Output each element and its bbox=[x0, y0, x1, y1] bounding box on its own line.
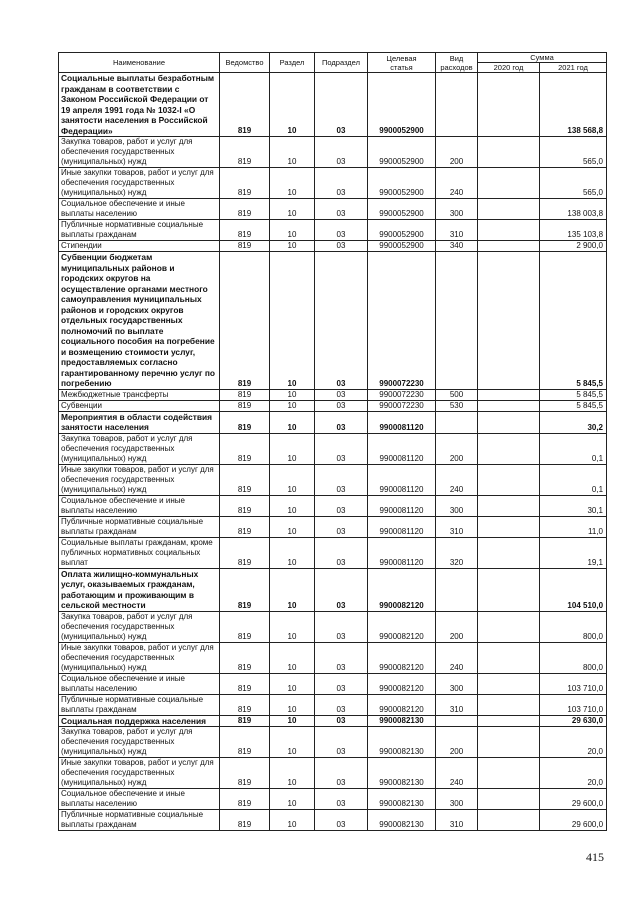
row-subsection: 03 bbox=[315, 694, 368, 715]
header-target-line2: статья bbox=[390, 62, 413, 72]
row-subsection: 03 bbox=[315, 537, 368, 568]
row-sum-2020 bbox=[478, 694, 540, 715]
row-target-article: 9900082130 bbox=[368, 810, 436, 831]
table-row bbox=[59, 168, 607, 199]
table-row bbox=[59, 673, 607, 694]
row-subsection: 03 bbox=[315, 611, 368, 642]
row-section: 10 bbox=[270, 252, 315, 390]
row-subsection: 03 bbox=[315, 400, 368, 411]
row-section: 10 bbox=[270, 758, 315, 789]
row-name: Публичные нормативные социальные выплаты гражданам bbox=[59, 516, 220, 537]
row-sum-2021: 29 600,0 bbox=[540, 810, 607, 831]
row-target-article: 9900052900 bbox=[368, 220, 436, 241]
header-subsection: Подраздел bbox=[315, 53, 368, 73]
row-expense-type bbox=[436, 568, 478, 611]
row-subsection: 03 bbox=[315, 220, 368, 241]
row-sum-2020 bbox=[478, 464, 540, 495]
row-sum-2021: 20,0 bbox=[540, 758, 607, 789]
row-department: 819 bbox=[220, 611, 270, 642]
row-department: 819 bbox=[220, 400, 270, 411]
row-target-article: 9900082120 bbox=[368, 568, 436, 611]
row-sum-2021: 0,1 bbox=[540, 464, 607, 495]
row-sum-2021: 2 900,0 bbox=[540, 241, 607, 252]
row-sum-2021: 103 710,0 bbox=[540, 673, 607, 694]
row-subsection: 03 bbox=[315, 715, 368, 727]
row-name: Мероприятия в области содействия занятости населения bbox=[59, 411, 220, 433]
row-expense-type: 500 bbox=[436, 389, 478, 400]
row-name: Закупка товаров, работ и услуг для обеспечения государственных (муниципальных) нужд bbox=[59, 727, 220, 758]
row-name: Оплата жилищно-коммунальных услуг, оказываемых гражданам, работающим и проживающим в сельской местности bbox=[59, 568, 220, 611]
row-sum-2020 bbox=[478, 611, 540, 642]
row-sum-2020 bbox=[478, 789, 540, 810]
row-sum-2020 bbox=[478, 389, 540, 400]
row-section: 10 bbox=[270, 537, 315, 568]
row-sum-2020 bbox=[478, 758, 540, 789]
row-sum-2021: 138 003,8 bbox=[540, 199, 607, 220]
row-expense-type: 300 bbox=[436, 789, 478, 810]
row-name: Субвенции бюджетам муниципальных районов и городских округов на осуществление органами местного самоуправления муниципальных районов и городских округов отдельных государственных полномочий по выплате социального пособия на погребение и возмещению стоимости услуг, предоставляемых согласно гарантированному перечню услуг по погребению bbox=[59, 252, 220, 390]
header-year-2020: 2020 год bbox=[478, 63, 540, 73]
row-target-article: 9900072230 bbox=[368, 252, 436, 390]
row-target-article: 9900081120 bbox=[368, 464, 436, 495]
row-sum-2021: 19,1 bbox=[540, 537, 607, 568]
table-row bbox=[59, 516, 607, 537]
row-target-article: 9900072230 bbox=[368, 389, 436, 400]
row-sum-2020 bbox=[478, 400, 540, 411]
row-sum-2020 bbox=[478, 568, 540, 611]
row-subsection: 03 bbox=[315, 673, 368, 694]
row-subsection: 03 bbox=[315, 758, 368, 789]
row-target-article: 9900082120 bbox=[368, 694, 436, 715]
row-sum-2020 bbox=[478, 411, 540, 433]
row-department: 819 bbox=[220, 241, 270, 252]
row-section: 10 bbox=[270, 400, 315, 411]
row-department: 819 bbox=[220, 411, 270, 433]
row-expense-type: 310 bbox=[436, 694, 478, 715]
row-expense-type: 340 bbox=[436, 241, 478, 252]
table-row bbox=[59, 642, 607, 673]
row-section: 10 bbox=[270, 220, 315, 241]
row-sum-2021: 565,0 bbox=[540, 137, 607, 168]
row-subsection: 03 bbox=[315, 73, 368, 137]
row-sum-2021: 104 510,0 bbox=[540, 568, 607, 611]
row-subsection: 03 bbox=[315, 241, 368, 252]
row-sum-2021: 5 845,5 bbox=[540, 252, 607, 390]
row-subsection: 03 bbox=[315, 642, 368, 673]
table-row bbox=[59, 400, 607, 411]
row-sum-2021: 565,0 bbox=[540, 168, 607, 199]
page-number: 415 bbox=[586, 850, 604, 864]
row-expense-type: 310 bbox=[436, 220, 478, 241]
header-year-2021: 2021 год bbox=[540, 63, 607, 73]
row-sum-2021: 30,1 bbox=[540, 495, 607, 516]
header-type-line1: Вид bbox=[449, 53, 464, 63]
row-section: 10 bbox=[270, 727, 315, 758]
row-department: 819 bbox=[220, 694, 270, 715]
row-target-article: 9900052900 bbox=[368, 168, 436, 199]
row-name: Социальное обеспечение и иные выплаты населению bbox=[59, 789, 220, 810]
table-row bbox=[59, 694, 607, 715]
header-department: Ведомство bbox=[220, 53, 270, 73]
table-body bbox=[59, 73, 607, 831]
row-department: 819 bbox=[220, 389, 270, 400]
row-expense-type: 310 bbox=[436, 516, 478, 537]
row-target-article: 9900081120 bbox=[368, 495, 436, 516]
row-expense-type: 200 bbox=[436, 727, 478, 758]
row-sum-2021: 138 568,8 bbox=[540, 73, 607, 137]
row-department: 819 bbox=[220, 789, 270, 810]
row-section: 10 bbox=[270, 411, 315, 433]
row-sum-2021: 29 600,0 bbox=[540, 789, 607, 810]
row-sum-2020 bbox=[478, 727, 540, 758]
row-sum-2020 bbox=[478, 220, 540, 241]
row-subsection: 03 bbox=[315, 137, 368, 168]
row-sum-2020 bbox=[478, 642, 540, 673]
row-subsection: 03 bbox=[315, 810, 368, 831]
row-sum-2021: 5 845,5 bbox=[540, 400, 607, 411]
row-target-article: 9900052900 bbox=[368, 137, 436, 168]
row-expense-type: 200 bbox=[436, 433, 478, 464]
row-department: 819 bbox=[220, 73, 270, 137]
table-row bbox=[59, 220, 607, 241]
row-sum-2021: 800,0 bbox=[540, 611, 607, 642]
row-section: 10 bbox=[270, 810, 315, 831]
row-department: 819 bbox=[220, 715, 270, 727]
row-target-article: 9900052900 bbox=[368, 241, 436, 252]
row-section: 10 bbox=[270, 789, 315, 810]
row-expense-type bbox=[436, 715, 478, 727]
row-section: 10 bbox=[270, 73, 315, 137]
row-expense-type: 310 bbox=[436, 810, 478, 831]
table-row bbox=[59, 495, 607, 516]
header-type bbox=[436, 53, 478, 73]
row-section: 10 bbox=[270, 199, 315, 220]
budget-table bbox=[58, 52, 607, 831]
row-target-article: 9900082130 bbox=[368, 789, 436, 810]
row-target-article: 9900081120 bbox=[368, 537, 436, 568]
row-target-article: 9900052900 bbox=[368, 199, 436, 220]
row-department: 819 bbox=[220, 673, 270, 694]
table-row bbox=[59, 789, 607, 810]
row-subsection: 03 bbox=[315, 727, 368, 758]
table-row bbox=[59, 411, 607, 433]
table-row bbox=[59, 568, 607, 611]
row-sum-2020 bbox=[478, 537, 540, 568]
header-sum: Сумма bbox=[478, 53, 607, 63]
row-sum-2021: 135 103,8 bbox=[540, 220, 607, 241]
row-subsection: 03 bbox=[315, 411, 368, 433]
table-row bbox=[59, 252, 607, 390]
row-target-article: 9900082120 bbox=[368, 673, 436, 694]
row-expense-type bbox=[436, 411, 478, 433]
row-section: 10 bbox=[270, 611, 315, 642]
row-name: Закупка товаров, работ и услуг для обеспечения государственных (муниципальных) нужд bbox=[59, 433, 220, 464]
row-target-article: 9900082120 bbox=[368, 611, 436, 642]
row-expense-type: 240 bbox=[436, 464, 478, 495]
row-name: Социальная поддержка населения bbox=[59, 715, 220, 727]
row-department: 819 bbox=[220, 495, 270, 516]
row-expense-type: 240 bbox=[436, 168, 478, 199]
row-section: 10 bbox=[270, 389, 315, 400]
row-department: 819 bbox=[220, 464, 270, 495]
row-department: 819 bbox=[220, 137, 270, 168]
row-sum-2021: 30,2 bbox=[540, 411, 607, 433]
row-sum-2020 bbox=[478, 252, 540, 390]
row-name: Социальное обеспечение и иные выплаты населению bbox=[59, 199, 220, 220]
table-row bbox=[59, 758, 607, 789]
row-sum-2021: 29 630,0 bbox=[540, 715, 607, 727]
row-sum-2020 bbox=[478, 73, 540, 137]
row-target-article: 9900082120 bbox=[368, 642, 436, 673]
row-sum-2021: 5 845,5 bbox=[540, 389, 607, 400]
row-department: 819 bbox=[220, 810, 270, 831]
table-row bbox=[59, 199, 607, 220]
row-name: Субвенции bbox=[59, 400, 220, 411]
row-expense-type bbox=[436, 73, 478, 137]
row-expense-type: 300 bbox=[436, 673, 478, 694]
row-target-article: 9900052900 bbox=[368, 73, 436, 137]
row-department: 819 bbox=[220, 758, 270, 789]
header-section: Раздел bbox=[270, 53, 315, 73]
row-name: Стипендии bbox=[59, 241, 220, 252]
table-row bbox=[59, 73, 607, 137]
row-name: Иные закупки товаров, работ и услуг для обеспечения государственных (муниципальных) нужд bbox=[59, 464, 220, 495]
row-expense-type: 240 bbox=[436, 758, 478, 789]
table-row bbox=[59, 137, 607, 168]
row-section: 10 bbox=[270, 433, 315, 464]
row-expense-type: 320 bbox=[436, 537, 478, 568]
row-subsection: 03 bbox=[315, 389, 368, 400]
row-name: Иные закупки товаров, работ и услуг для обеспечения государственных (муниципальных) нужд bbox=[59, 168, 220, 199]
row-subsection: 03 bbox=[315, 568, 368, 611]
row-section: 10 bbox=[270, 464, 315, 495]
row-target-article: 9900082130 bbox=[368, 758, 436, 789]
row-subsection: 03 bbox=[315, 252, 368, 390]
table-row bbox=[59, 389, 607, 400]
row-target-article: 9900082130 bbox=[368, 727, 436, 758]
table-row bbox=[59, 537, 607, 568]
row-sum-2020 bbox=[478, 137, 540, 168]
row-name: Социальные выплаты безработным гражданам в соответствии с Законом Российской Федерации от 19 апреля 1991 года № 1032-I «О занятости населения в Российской Федерации» bbox=[59, 73, 220, 137]
budget-sheet bbox=[58, 52, 606, 831]
table-row bbox=[59, 433, 607, 464]
row-target-article: 9900081120 bbox=[368, 411, 436, 433]
row-name: Закупка товаров, работ и услуг для обеспечения государственных (муниципальных) нужд bbox=[59, 611, 220, 642]
row-section: 10 bbox=[270, 642, 315, 673]
row-name: Публичные нормативные социальные выплаты гражданам bbox=[59, 220, 220, 241]
row-department: 819 bbox=[220, 537, 270, 568]
header-name: Наименование bbox=[59, 53, 220, 73]
row-name: Публичные нормативные социальные выплаты гражданам bbox=[59, 810, 220, 831]
row-sum-2020 bbox=[478, 673, 540, 694]
row-target-article: 9900082130 bbox=[368, 715, 436, 727]
row-sum-2021: 0,1 bbox=[540, 433, 607, 464]
row-name: Социальное обеспечение и иные выплаты населению bbox=[59, 495, 220, 516]
row-expense-type: 240 bbox=[436, 642, 478, 673]
row-subsection: 03 bbox=[315, 516, 368, 537]
row-sum-2021: 20,0 bbox=[540, 727, 607, 758]
row-sum-2020 bbox=[478, 241, 540, 252]
row-section: 10 bbox=[270, 694, 315, 715]
row-sum-2021: 11,0 bbox=[540, 516, 607, 537]
row-name: Социальные выплаты гражданам, кроме публичных нормативных социальных выплат bbox=[59, 537, 220, 568]
row-section: 10 bbox=[270, 168, 315, 199]
row-sum-2020 bbox=[478, 433, 540, 464]
row-expense-type bbox=[436, 252, 478, 390]
row-subsection: 03 bbox=[315, 495, 368, 516]
row-subsection: 03 bbox=[315, 789, 368, 810]
row-target-article: 9900081120 bbox=[368, 433, 436, 464]
row-sum-2020 bbox=[478, 495, 540, 516]
row-expense-type: 300 bbox=[436, 199, 478, 220]
row-section: 10 bbox=[270, 715, 315, 727]
row-subsection: 03 bbox=[315, 168, 368, 199]
row-name: Иные закупки товаров, работ и услуг для обеспечения государственных (муниципальных) нужд bbox=[59, 642, 220, 673]
row-sum-2020 bbox=[478, 199, 540, 220]
row-target-article: 9900072230 bbox=[368, 400, 436, 411]
header-type-line2: расходов bbox=[440, 62, 473, 72]
row-department: 819 bbox=[220, 220, 270, 241]
row-sum-2020 bbox=[478, 516, 540, 537]
row-section: 10 bbox=[270, 495, 315, 516]
row-department: 819 bbox=[220, 516, 270, 537]
row-target-article: 9900081120 bbox=[368, 516, 436, 537]
row-subsection: 03 bbox=[315, 464, 368, 495]
table-row bbox=[59, 810, 607, 831]
row-expense-type: 530 bbox=[436, 400, 478, 411]
row-department: 819 bbox=[220, 168, 270, 199]
header-target-line1: Целевая bbox=[386, 53, 417, 63]
row-section: 10 bbox=[270, 568, 315, 611]
row-name: Социальное обеспечение и иные выплаты населению bbox=[59, 673, 220, 694]
table-row bbox=[59, 715, 607, 727]
row-sum-2020 bbox=[478, 168, 540, 199]
table-row bbox=[59, 464, 607, 495]
table-row bbox=[59, 727, 607, 758]
row-sum-2020 bbox=[478, 715, 540, 727]
row-sum-2020 bbox=[478, 810, 540, 831]
row-department: 819 bbox=[220, 727, 270, 758]
table-header bbox=[59, 53, 607, 73]
row-name: Публичные нормативные социальные выплаты гражданам bbox=[59, 694, 220, 715]
table-row bbox=[59, 241, 607, 252]
row-sum-2021: 103 710,0 bbox=[540, 694, 607, 715]
row-section: 10 bbox=[270, 516, 315, 537]
row-department: 819 bbox=[220, 252, 270, 390]
row-department: 819 bbox=[220, 199, 270, 220]
row-expense-type: 200 bbox=[436, 137, 478, 168]
row-subsection: 03 bbox=[315, 433, 368, 464]
row-name: Иные закупки товаров, работ и услуг для обеспечения государственных (муниципальных) нужд bbox=[59, 758, 220, 789]
row-expense-type: 200 bbox=[436, 611, 478, 642]
row-name: Закупка товаров, работ и услуг для обеспечения государственных (муниципальных) нужд bbox=[59, 137, 220, 168]
table-row bbox=[59, 611, 607, 642]
row-section: 10 bbox=[270, 241, 315, 252]
row-section: 10 bbox=[270, 673, 315, 694]
row-section: 10 bbox=[270, 137, 315, 168]
row-department: 819 bbox=[220, 642, 270, 673]
row-subsection: 03 bbox=[315, 199, 368, 220]
row-department: 819 bbox=[220, 568, 270, 611]
row-sum-2021: 800,0 bbox=[540, 642, 607, 673]
header-target bbox=[368, 53, 436, 73]
row-department: 819 bbox=[220, 433, 270, 464]
row-name: Межбюджетные трансферты bbox=[59, 389, 220, 400]
row-expense-type: 300 bbox=[436, 495, 478, 516]
